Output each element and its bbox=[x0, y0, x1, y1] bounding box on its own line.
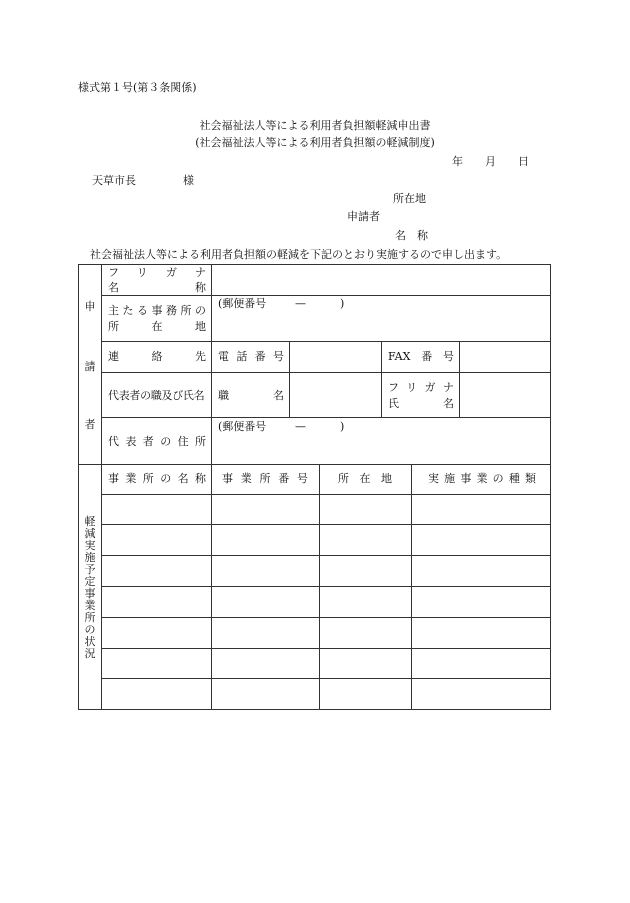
section-divider bbox=[78, 464, 551, 465]
rep-postal-close: ) bbox=[340, 420, 345, 433]
rep-furigana-label: フリガナ bbox=[388, 381, 454, 394]
row-line bbox=[101, 678, 551, 679]
date-day: 日 bbox=[518, 155, 529, 168]
phone-label: 電話番号 bbox=[218, 350, 284, 363]
honorific: 様 bbox=[183, 174, 194, 187]
date-year: 年 bbox=[452, 155, 463, 168]
office-label-line1: 主たる事務所の bbox=[108, 304, 206, 317]
row-line bbox=[101, 617, 551, 618]
col-header-location: 所在地 bbox=[338, 472, 392, 485]
facility-side-char: 況 bbox=[84, 647, 96, 660]
facility-side-char: 所 bbox=[84, 611, 96, 624]
name-label: 名 称 bbox=[395, 229, 428, 242]
label-value-divider bbox=[211, 264, 212, 464]
applicant-side-char: 者 bbox=[84, 418, 96, 431]
facility-side-char: の bbox=[84, 623, 96, 636]
rep-name-label: 氏名 bbox=[388, 397, 454, 410]
facility-side-char: 事 bbox=[84, 587, 96, 600]
form-number: 様式第１号(第３条関係) bbox=[78, 81, 197, 94]
facility-side-char: 減 bbox=[84, 527, 96, 540]
col-line bbox=[411, 464, 412, 710]
col-line bbox=[289, 341, 290, 418]
office-postal-label: (郵便番号 bbox=[218, 297, 267, 310]
row-line bbox=[101, 494, 551, 495]
addressee: 天草市長 bbox=[92, 174, 136, 187]
col-header-name: 事業所の名称 bbox=[108, 472, 206, 485]
facility-side-char: 業 bbox=[84, 599, 96, 612]
col-line bbox=[459, 341, 460, 418]
office-label-line2: 所在地 bbox=[108, 320, 206, 333]
table-border-top bbox=[78, 264, 551, 265]
facility-side-char: 定 bbox=[84, 575, 96, 588]
facility-side-char: 状 bbox=[84, 635, 96, 648]
date-line bbox=[452, 156, 529, 168]
statement: 社会福祉法人等による利用者負担額の軽減を下記のとおり実施するので申し出ます。 bbox=[90, 248, 508, 261]
table-border-bottom bbox=[78, 709, 551, 710]
office-postal-dash: — bbox=[295, 297, 306, 310]
col-header-number: 事業所番号 bbox=[222, 472, 308, 485]
facility-side-char: 実 bbox=[84, 539, 96, 552]
position-label: 職名 bbox=[218, 389, 284, 402]
col-line bbox=[319, 464, 320, 710]
applicant-side-char: 請 bbox=[84, 360, 96, 373]
row-line bbox=[101, 341, 551, 342]
rep-postal-label: (郵便番号 bbox=[218, 420, 267, 433]
facility-side-char: 予 bbox=[84, 563, 96, 576]
col-header-type: 実施事業の種類 bbox=[428, 472, 536, 485]
rep-label: 代表者の職及び氏名 bbox=[108, 389, 205, 402]
row-line bbox=[101, 586, 551, 587]
row-line bbox=[101, 648, 551, 649]
row-line bbox=[101, 417, 551, 418]
fax-label: FAX番号 bbox=[388, 350, 454, 363]
table-border-left bbox=[78, 264, 79, 710]
furigana-label: フリガナ bbox=[108, 266, 206, 279]
table-border-right bbox=[550, 264, 551, 710]
col-line bbox=[381, 341, 382, 418]
form-subtitle: (社会福祉法人等による利用者負担額の軽減制度) bbox=[195, 136, 435, 149]
side-label-divider bbox=[101, 264, 102, 710]
applicant-label: 申請者 bbox=[347, 210, 380, 223]
form-title: 社会福祉法人等による利用者負担額軽減申出書 bbox=[199, 119, 431, 132]
office-postal-close: ) bbox=[340, 297, 345, 310]
col-line bbox=[211, 464, 212, 710]
name-field-label: 名称 bbox=[108, 281, 206, 294]
facility-side-char: 施 bbox=[84, 551, 96, 564]
rep-address-label: 代表者の住所 bbox=[108, 435, 206, 448]
facility-side-char: 軽 bbox=[84, 515, 96, 528]
applicant-side-char: 申 bbox=[84, 300, 96, 313]
row-line bbox=[101, 372, 551, 373]
date-month: 月 bbox=[485, 155, 496, 168]
contact-label: 連絡先 bbox=[108, 350, 206, 363]
address-label: 所在地 bbox=[393, 192, 426, 205]
row-line bbox=[101, 524, 551, 525]
row-line bbox=[101, 555, 551, 556]
row-line bbox=[101, 295, 551, 296]
rep-postal-dash: — bbox=[295, 420, 306, 433]
